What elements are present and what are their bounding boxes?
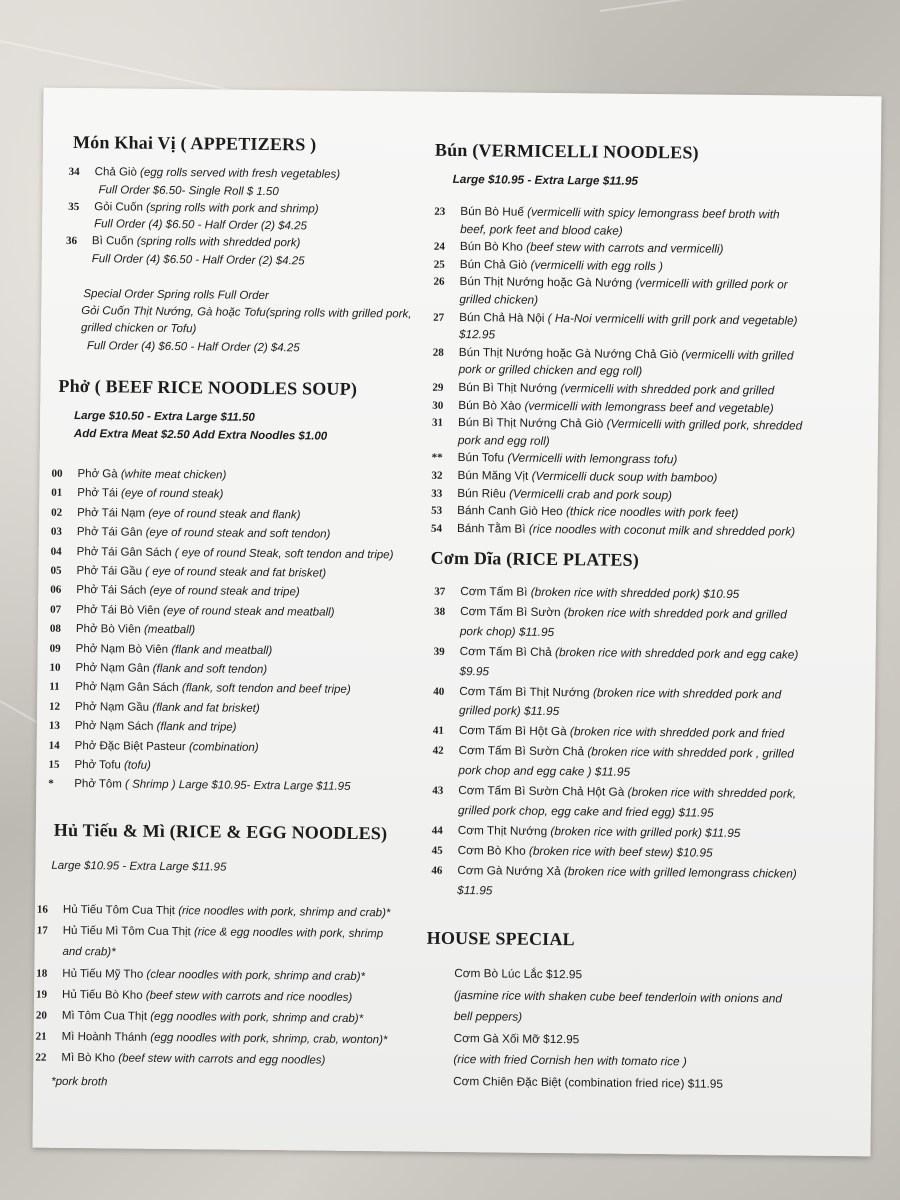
menu-item [51,545,394,561]
item-description: (broken rice with grilled lemongrass chicken) [563,863,797,881]
item-name: Phở Gà [77,468,121,481]
item-name: Cơm Tấm Bì Sườn [460,603,564,620]
item-description: (vermicelli with lemongrass beef and vegetable) [524,398,774,415]
menu-item [50,584,300,599]
item-description: (flank and fat brisket) [152,701,260,715]
item-description: ( Ha-Noi vermicelli with grill pork and vegetable) [547,310,798,328]
house-special-heading: HOUSE SPECIAL [426,927,575,950]
item-description: (broken rice with shredded pork , grilled [587,744,794,761]
appetizer-price: Full Order $6.50- Single Roll $ 1.50 [98,184,279,199]
item-description: grilled pork) $11.95 [459,703,560,719]
item-number: * [48,778,54,791]
special-order-price: Full Order (4) $6.50 - Half Order (2) $4.25 [86,340,300,355]
menu-item [48,759,150,772]
item-number: 30 [432,399,444,412]
menu-item [432,380,774,398]
item-description: (white meat chicken) [120,468,227,482]
pho-price: Large $10.50 - Extra Large $11.50 [74,409,255,424]
menu-item [48,778,350,793]
item-number: 15 [48,758,60,771]
item-description: (meatball) [143,623,196,637]
appetizer-item: 34 Chả Giò (egg rolls served with fresh vegetables) [68,165,341,181]
item-name: Phở Bò Viên [75,623,145,636]
item-number: 45 [431,844,443,857]
item-name: Bún Tofu [457,450,508,465]
item-description: pork chop and egg cake ) $11.95 [458,763,631,779]
item-name: Bún Chả Giò [459,256,531,272]
item-name: Cơm Tấm Bì Hột Gà [458,723,571,739]
item-number: 07 [50,603,62,616]
item-name: Bún Bò Huế [460,204,528,219]
menu-item [434,604,787,622]
item-number: 03 [50,525,62,539]
house-special-line: bell peppers) [453,1008,523,1024]
item-description: (rice noodles with pork, shrimp and crab)* [178,905,391,920]
item-number: 11 [49,681,60,694]
item-name: Bún Bò Xào [458,397,525,413]
item-description: ( eye of round steak and fat brisket) [145,565,327,580]
item-name: Bún Thịt Nướng hoặc Gà Nướng Chả Giò [458,344,682,362]
item-description: (vermicelli with spicy lemongrass beef broth with [527,204,780,222]
item-name: Cơm Gà Nướng Xả [457,862,565,878]
marble-vein [600,0,900,12]
menu-item [431,862,797,880]
menu-item [51,468,226,482]
item-name: Hủ Tiếu Mỹ Tho [62,967,147,981]
item-name: Cơm Tấm Bì Thịt Nướng [459,683,594,699]
special-order-line: grilled chicken or Tofu) [80,322,197,336]
menu-item [49,701,260,715]
item-number: 54 [430,522,443,535]
menu-item [50,642,273,656]
menu-item [50,565,326,580]
item-number: 29 [432,381,444,394]
item-name: Phở Nạm Bò Viên [75,642,172,656]
item-description: (vermicelli with shredded pork and grilled [560,381,775,398]
item-description: (eye of round steak and flank) [148,507,301,522]
item-description: (broken rice with shredded pork, [627,784,797,801]
item-description: (egg noodles with pork, shrimp and crab)* [150,1010,364,1026]
menu-item [49,681,351,696]
menu-item [431,468,717,485]
menu-item [433,274,787,292]
item-description: (Vermicelli crab and pork soup) [509,486,673,502]
menu-item [431,503,738,520]
menu-item-continuation [458,763,630,779]
item-name: Cơm Tấm Bì [460,584,531,599]
item-description: (beef stew with carrots and vermicelli) [526,239,724,256]
menu-item [432,415,802,433]
item-name: Phở Tôm [74,778,126,791]
menu-item [36,1031,388,1047]
item-description: (thick rice noodles with pork feet) [565,504,739,521]
menu-item-continuation [459,362,643,378]
item-number: 41 [432,725,444,738]
item-description: (Vermicelli with grilled pork, shredded [606,416,803,433]
menu-item-continuation [460,222,623,238]
item-description: (Vermicelli with lemongrass tofu) [507,450,678,467]
item-number: 37 [434,585,446,598]
item-number: 22 [35,1052,47,1065]
menu-item [434,643,799,661]
menu-item [49,662,267,676]
item-description: ( Shrimp ) Large $10.95- Extra Large $11.95 [125,778,351,794]
item-name: Cơm Thịt Nướng [457,822,551,838]
item-number: 53 [431,504,443,518]
item-name: Cơm Tấm Bì Chả [459,643,556,659]
hu-tieu-price: Large $10.95 - Extra Large $11.95 [51,859,227,874]
item-number: 31 [432,416,444,430]
item-name: Cơm Tấm Bì Sườn Chả Hột Gà [458,783,628,799]
item-name: Phở Tái Gân Sách [76,545,175,559]
item-description: (Vermicelli duck soup with bamboo) [531,468,718,485]
item-number: 02 [51,506,63,519]
item-name: Mì Bò Kho [61,1052,119,1065]
item-number: 44 [431,824,443,837]
item-description: (egg noodles with pork, shrimp, crab, wonton)* [150,1031,388,1047]
appetizer-item: 35 Gỏi Cuốn (spring rolls with pork and shrimp) [68,200,319,216]
item-description: (broken rice with beef stew) $10.95 [528,843,713,860]
item-name: Bánh Canh Giò Heo [457,503,567,519]
menu-item [434,239,724,256]
item-number: 09 [49,642,61,655]
item-number: 39 [433,645,445,658]
menu-item [51,487,223,501]
item-name: Phở Nạm Gầu [75,700,153,714]
item-name: Phở Đặc Biệt Pasteur [74,739,190,753]
menu-item [50,604,334,619]
item-number: 20 [35,1009,47,1022]
item-number: 32 [431,469,443,482]
item-number: 24 [433,240,445,254]
house-special-line: (rice with fried Cornish hen with tomato rice ) [453,1051,687,1069]
item-number: 18 [36,967,48,980]
item-description: $12.95 [458,327,496,342]
special-order-line: Gỏi Cuốn Thịt Nướng, Gà hoặc Tofu(spring rolls with grilled pork, [81,305,412,321]
menu-item [433,309,797,327]
com-dia-heading: Cơm Dĩa (RICE PLATES) [430,547,640,570]
item-name: Phở Nạm Gân Sách [75,681,182,695]
menu-item [49,720,237,734]
menu-item-continuation [459,664,489,678]
item-description: (combination) [188,740,259,754]
item-name: Phở Tái Gầu [76,565,146,578]
right-column [426,92,876,1091]
item-number: 04 [50,545,62,558]
item-description: grilled pork chop, egg cake and fried egg) $11.95 [457,802,714,820]
item-description: (beef stew with carrots and rice noodles) [145,989,353,1004]
menu-item [35,1052,325,1067]
item-number: 00 [51,467,63,480]
item-description: (flank, soft tendon and beef tripe) [181,682,351,697]
menu-item [434,204,779,222]
menu-item-continuation [459,703,559,718]
item-number: 46 [431,864,443,877]
menu-item-continuation [457,883,492,897]
item-name: Phở Tái Bò Viên [76,603,164,617]
bun-price: Large $10.95 - Extra Large $11.95 [452,171,639,188]
item-description: (vermicelli with grilled [681,347,794,363]
item-description: $9.95 [459,663,490,678]
item-number: 13 [48,719,60,733]
menu-item [51,507,301,522]
house-special-line: Cơm Chiên Đặc Biệt (combination fried rice) $11.95 [453,1073,724,1091]
item-name: Bún Bò Kho [459,239,527,254]
item-description: (broken rice with shredded pork and fried [569,724,785,741]
menu-item [37,904,391,920]
menu-item [432,783,796,801]
menu-item-continuation [460,624,554,639]
appetizers-heading: Món Khai Vị ( APPETIZERS ) [72,131,317,155]
item-number: 21 [35,1030,47,1043]
item-name: Phở Tái Nạm [77,506,149,520]
item-name: Hủ Tiếu Bò Kho [62,988,146,1002]
item-number: 08 [49,622,61,636]
menu-item [36,988,352,1003]
item-description: (broken rice with grilled pork) $11.95 [550,823,741,840]
item-name: Mì Tôm Cua Thịt [61,1009,151,1023]
menu-item [36,1010,363,1025]
menu-item [36,967,365,982]
item-number: 42 [432,744,444,758]
item-name: Phở Tái Sách [76,584,150,598]
menu-item [433,723,785,741]
pork-broth-footnote: *pork broth [51,1075,108,1089]
item-description: (eye of round steak and soft tendon) [145,526,331,541]
item-number: 16 [36,903,49,916]
item-description: (tofu) [123,759,151,772]
item-description: (eye of round steak and tripe) [149,585,300,599]
item-number: 06 [50,584,62,597]
item-name: Phở Tái Gân [76,526,146,539]
menu-item [433,683,781,701]
appetizer-price: Full Order (4) $6.50 - Half Order (2) $4.25 [94,218,308,233]
item-description: (flank and soft tendon) [152,662,268,677]
item-description: pork and egg roll) [457,432,550,448]
item-name: Bún Thịt Nướng hoặc Gà Nướng [459,274,636,291]
menu-item [432,397,774,415]
menu-item-continuation [459,327,495,341]
item-description: (clear noodles with pork, shrimp and crab)* [146,968,366,983]
item-name: Bún Măng Vịt [457,467,532,483]
item-name: Cơm Bò Kho [457,842,530,858]
item-number: 38 [434,605,446,618]
menu-item [433,345,794,363]
item-description: ( eye of round Steak, soft tendon and tripe) [174,546,394,561]
item-name: Phở Tofu [74,759,125,772]
pho-heading: Phở ( BEEF RICE NOODLES SOUP) [58,375,358,399]
item-number: 27 [433,311,445,324]
item-name: Bánh Tằm Bì [456,520,529,536]
item-number: 17 [36,924,48,937]
menu-item-continuation [458,803,714,820]
item-description: pork or grilled chicken and egg roll) [458,362,643,379]
menu-item [50,623,195,637]
item-name: Phở Nạm Sách [74,720,157,734]
menu-item [432,823,741,840]
item-number: 43 [432,784,444,797]
item-description: (flank and tripe) [156,721,237,734]
menu-item [431,485,672,502]
menu-item [37,925,384,941]
item-name: Bún Bì Thịt Nướng Chả Giò [458,415,607,431]
bun-heading: Bún (VERMICELLI NOODLES) [434,139,699,163]
item-description: (eye of round steak and meatball) [163,604,335,619]
item-name: Hủ Tiếu Mì Tôm Cua Thịt [62,925,195,939]
item-description: (flank and meatball) [171,643,273,657]
item-description: (broken rice with shredded pork and egg cake) [554,644,799,662]
menu-item [434,257,663,273]
item-number: 14 [48,739,60,752]
menu-item [431,521,795,539]
item-number: 40 [433,685,445,698]
item-number: 26 [433,276,445,289]
item-description: (rice noodles with coconut milk and shredded pork) [528,521,796,539]
menu-item [49,739,259,753]
item-number: 05 [50,564,62,577]
item-description: (eye of round steak) [121,487,224,501]
item-number: ** [431,452,443,465]
item-number: 25 [433,258,445,271]
house-special-line: (jasmine rice with shaken cube beef tenderloin with onions and [454,987,783,1005]
item-description: grilled chicken) [459,292,539,307]
item-name: Phở Nạm Gân [75,662,153,675]
item-description: (broken rice with shredded pork and [592,684,782,701]
item-description: (vermicelli with grilled pork or [635,276,788,292]
item-description: pork chop) $11.95 [459,623,555,639]
special-order-title: Special Order Spring rolls Full Order [83,288,269,303]
item-number: 10 [49,661,61,674]
item-number: 33 [431,487,443,500]
appetizer-price: Full Order (4) $6.50 - Half Order (2) $4.25 [91,253,305,268]
menu-item [432,450,678,467]
item-number: 23 [434,205,446,218]
item-description: beef, pork feet and blood cake) [460,221,623,238]
item-description: $11.95 [457,882,493,897]
menu-item [434,584,739,601]
item-description: (broken rice with shredded pork and grilled [563,605,787,622]
item-name: Bún Bì Thịt Nướng [458,380,561,396]
menu-item-continuation [459,292,538,307]
item-description: (beef stew with carrots and egg noodles) [118,1052,326,1068]
pho-extra-price: Add Extra Meat $2.50 Add Extra Noodles $1.00 [73,427,328,443]
item-description: and crab)* [62,946,116,959]
item-description: (rice & egg noodles with pork, shrimp [193,926,384,941]
menu-sheet [32,88,881,1157]
appetizer-item: 36 Bì Cuốn (spring rolls with shredded pork) [65,234,301,250]
item-number: 12 [49,700,61,713]
item-description: (broken rice with shredded pork) $10.95 [530,584,740,601]
menu-item-continuation [458,433,550,448]
item-name: Hủ Tiếu Tôm Cua Thịt [62,903,179,918]
item-name: Mì Hoành Thánh [61,1031,151,1044]
menu-item [433,743,794,761]
hu-tieu-heading: Hủ Tiếu & Mì (RICE & EGG NOODLES) [53,819,388,844]
item-name: Bún Chả Hà Nội [459,309,548,325]
item-number: 28 [432,346,444,359]
item-number: 01 [51,487,63,500]
menu-item [432,842,713,859]
menu-item-continuation [62,946,115,959]
house-special-line: Cơm Bò Lúc Lắc $12.95 [454,965,583,982]
menu-item [51,526,331,541]
item-number: 19 [36,988,48,1001]
house-special-line: Cơm Gà Xối Mỡ $12.95 [453,1030,580,1046]
item-description: (vermicelli with egg rolls ) [530,257,664,273]
item-name: Phở Tái [77,487,122,500]
item-name: Bún Riêu [457,485,510,501]
item-name: Cơm Tấm Bì Sườn Chả [458,743,588,759]
